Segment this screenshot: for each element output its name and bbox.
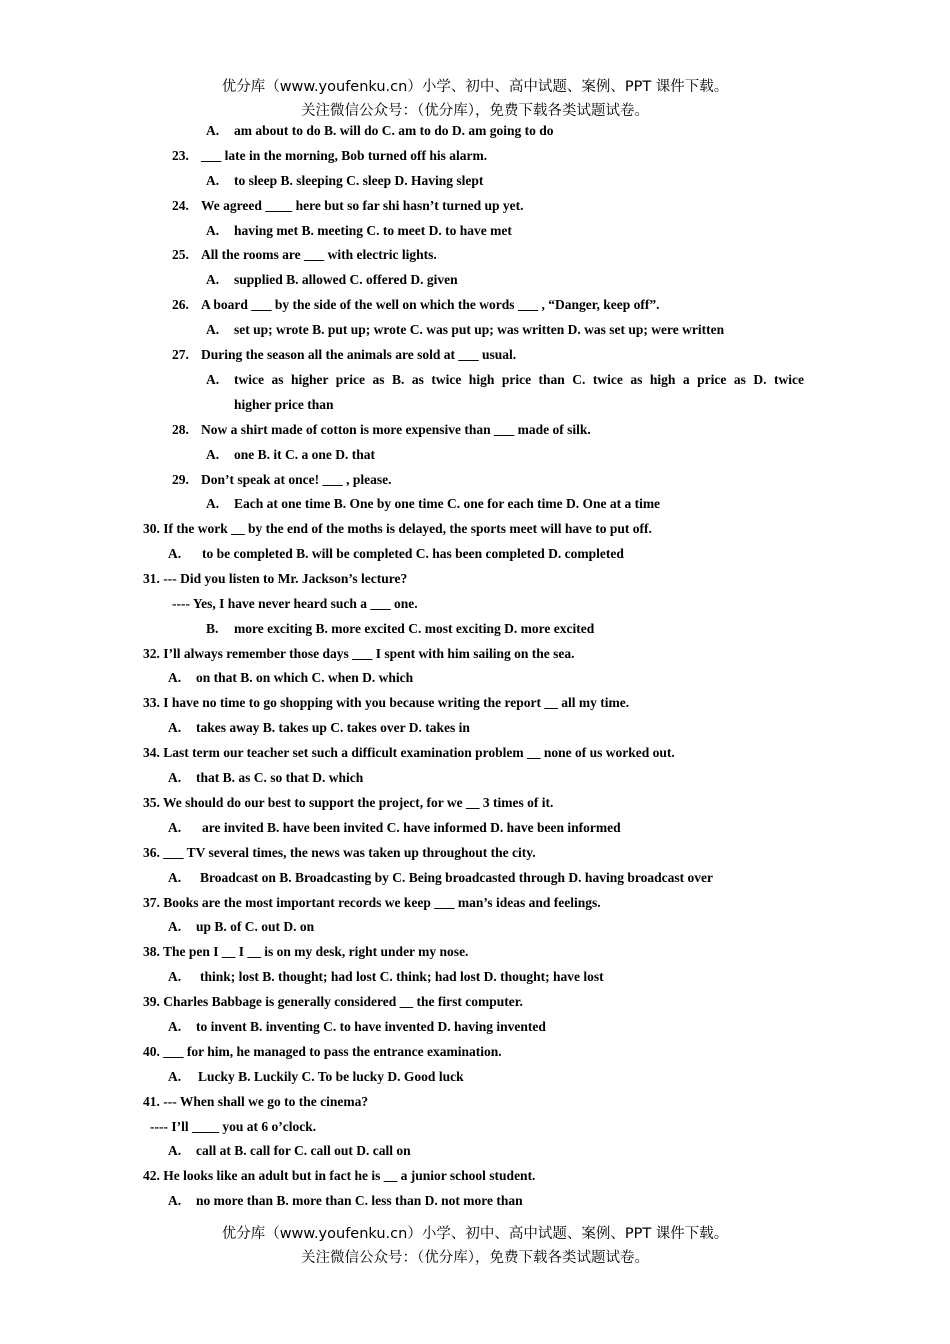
option-label: A. — [168, 670, 182, 685]
question-number: 28. — [172, 422, 189, 437]
q24-stem — [172, 198, 524, 214]
option-text: set up; wrote B. put up; wrote C. was put up; was written D. was set up; were written — [234, 322, 725, 337]
q37-stem: 37. Books are the most important records we keep ___ man’s ideas and feelings. — [143, 895, 601, 910]
q36-options — [168, 870, 713, 886]
option-label: A. — [168, 1193, 182, 1208]
q33-options — [168, 720, 470, 736]
option-text: up B. of C. out D. on — [196, 919, 315, 934]
q28-options — [206, 447, 375, 463]
option-label: A. — [168, 1019, 182, 1034]
question-number: 25. — [172, 247, 189, 262]
option-text: supplied B. allowed C. offered D. given — [234, 272, 458, 287]
option-text: call at B. call for C. call out D. call on — [196, 1143, 411, 1158]
question-number: 29. — [172, 472, 189, 487]
q35-options — [168, 820, 621, 836]
q32-stem: 32. I’ll always remember those days ___ I spent with him sailing on the sea. — [143, 646, 575, 661]
q36-stem: 36. ___ TV several times, the news was taken up throughout the city. — [143, 845, 536, 860]
question-number: 27. — [172, 347, 189, 362]
q33-stem: 33. I have no time to go shopping with you because writing the report __ all my time. — [143, 695, 630, 710]
option-text: am about to do B. will do C. am to do D. am going to do — [234, 123, 554, 138]
q34-options — [168, 770, 363, 786]
question-number: 23. — [172, 148, 189, 163]
q41-options — [168, 1143, 411, 1159]
option-text: takes away B. takes up C. takes over D. takes in — [196, 720, 470, 735]
option-label: A. — [168, 870, 182, 885]
q29-options — [206, 496, 660, 512]
q38-options — [168, 969, 604, 985]
q23-options — [206, 173, 483, 189]
q26-stem — [172, 297, 660, 313]
q34-stem: 34. Last term our teacher set such a difficult examination problem __ none of us worked out. — [143, 745, 675, 760]
question-text: A board ___ by the side of the well on which the words ___ , “Danger, keep off”. — [201, 297, 660, 312]
option-text: having met B. meeting C. to meet D. to have met — [234, 223, 512, 238]
q32-options — [168, 670, 413, 686]
option-label: A. — [168, 969, 182, 984]
option-label: A. — [168, 1143, 182, 1158]
q35-stem: 35. We should do our best to support the project, for we __ 3 times of it. — [143, 795, 554, 810]
option-label: A. — [168, 770, 182, 785]
question-text: ___ late in the morning, Bob turned off his alarm. — [201, 148, 488, 163]
option-label: A. — [168, 919, 182, 934]
option-text: are invited B. have been invited C. have informed D. have been informed — [202, 820, 621, 835]
question-number: 24. — [172, 198, 189, 213]
q25-options — [206, 272, 458, 288]
option-label: B. — [206, 621, 219, 636]
option-text: think; lost B. thought; had lost C. think; had lost D. thought; have lost — [200, 969, 604, 984]
q38-stem: 38. The pen I __ I __ is on my desk, right under my nose. — [143, 944, 469, 959]
option-label: A. — [168, 1069, 182, 1084]
q30-options — [168, 546, 624, 562]
q27-stem — [172, 347, 516, 363]
q23-stem — [172, 148, 487, 164]
footer-line-1: 优分库（www.youfenku.cn）小学、初中、高中试题、案例、PPT 课件下载。 — [221, 1226, 729, 1242]
q31-reply: ---- Yes, I have never heard such a ___ one. — [172, 596, 418, 611]
option-label: A. — [168, 720, 182, 735]
option-text: Lucky B. Luckily C. To be lucky D. Good luck — [198, 1069, 464, 1084]
q42-stem: 42. He looks like an adult but in fact he is __ a junior school student. — [143, 1168, 536, 1183]
option-label: A. — [206, 322, 220, 337]
header-line-2: 关注微信公众号：（优分库），免费下载各类试题试卷。 — [301, 103, 649, 119]
question-text: Don’t speak at once! ___ , please. — [201, 472, 392, 487]
option-text: on that B. on which C. when D. which — [196, 670, 414, 685]
question-text: We agreed ____ here but so far shi hasn’t turned up yet. — [201, 198, 524, 213]
option-label: A. — [206, 372, 220, 387]
q31-options — [206, 621, 594, 637]
option-text: to invent B. inventing C. to have invented D. having invented — [196, 1019, 546, 1034]
question-text: During the season all the animals are sold at ___ usual. — [201, 347, 517, 362]
q22-options — [206, 123, 554, 139]
option-label: A. — [168, 820, 182, 835]
option-text: twice as higher price as B. as twice high price than C. twice as high a price as D. twice — [234, 372, 804, 387]
question-text: All the rooms are ___ with electric lights. — [201, 247, 437, 262]
q41-reply: ---- I’ll ____ you at 6 o’clock. — [150, 1119, 317, 1134]
option-label: A. — [206, 173, 220, 188]
question-number: 26. — [172, 297, 189, 312]
option-text: that B. as C. so that D. which — [196, 770, 364, 785]
option-text: Each at one time B. One by one time C. one for each time D. One at a time — [234, 496, 661, 511]
option-text: Broadcast on B. Broadcasting by C. Being broadcasted through D. having broadcast over — [200, 870, 713, 885]
q39-stem: 39. Charles Babbage is generally considered __ the first computer. — [143, 994, 523, 1009]
q42-options — [168, 1193, 523, 1209]
option-text: to sleep B. sleeping C. sleep D. Having slept — [234, 173, 484, 188]
q30-stem: 30. If the work __ by the end of the moths is delayed, the sports meet will have to put off. — [143, 521, 652, 536]
q40-stem: 40. ___ for him, he managed to pass the entrance examination. — [143, 1044, 502, 1059]
option-label: A. — [206, 123, 220, 138]
option-text: one B. it C. a one D. that — [234, 447, 375, 462]
q28-stem — [172, 422, 591, 438]
option-label: A. — [206, 223, 220, 238]
q37-options — [168, 919, 314, 935]
q31-stem: 31. --- Did you listen to Mr. Jackson’s lecture? — [143, 571, 408, 586]
header-line-1: 优分库（www.youfenku.cn）小学、初中、高中试题、案例、PPT 课件下载。 — [221, 79, 729, 95]
q24-options — [206, 223, 512, 239]
option-text: no more than B. more than C. less than D. not more than — [196, 1193, 523, 1208]
q39-options — [168, 1019, 546, 1035]
option-label: A. — [206, 496, 220, 511]
option-text: more exciting B. more excited C. most exciting D. more excited — [234, 621, 595, 636]
option-text: to be completed B. will be completed C. has been completed D. completed — [202, 546, 624, 561]
q26-options — [206, 322, 724, 338]
q25-stem — [172, 247, 437, 263]
q41-stem: 41. --- When shall we go to the cinema? — [143, 1094, 369, 1109]
q40-options — [168, 1069, 464, 1085]
option-label: A. — [206, 272, 220, 287]
option-label: A. — [206, 447, 220, 462]
q29-stem — [172, 472, 392, 488]
footer-line-2: 关注微信公众号：（优分库），免费下载各类试题试卷。 — [301, 1250, 649, 1266]
question-text: Now a shirt made of cotton is more expensive than ___ made of silk. — [201, 422, 591, 437]
q27-options — [206, 372, 804, 388]
option-label: A. — [168, 546, 182, 561]
q27-options-continued: higher price than — [234, 397, 334, 412]
